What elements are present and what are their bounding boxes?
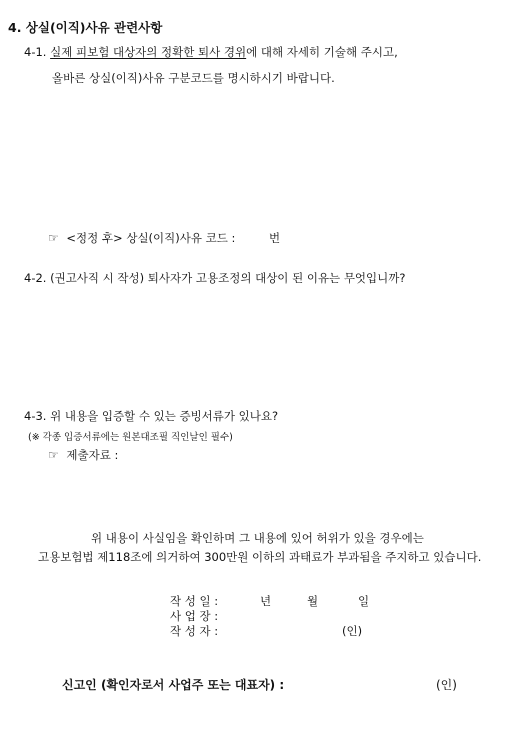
question-4-2: 4-2. (권고사직 시 작성) 퇴사자가 고용조정의 대상이 된 이유는 무엇입니까? [24,271,406,285]
attachment-label: 제출자료 : [66,448,119,462]
question-number: 4-1. [24,45,47,59]
workplace-label: 사 업 장 : [170,609,219,623]
date-year: 년 [260,594,272,608]
question-4-3: 4-3. 위 내용을 입증할 수 있는 증빙서류가 있나요? [24,409,279,423]
date-month: 월 [307,594,319,608]
signature-block [170,594,400,639]
declaration-line-1: 위 내용이 사실임을 확인하며 그 내용에 있어 허위가 있을 경우에는 [91,531,424,545]
writer-label: 작 성 자 : [170,624,219,638]
declaration-line-2: 고용보험법 제118조에 의거하여 300만원 이하의 과태료가 부과됨을 주지하고 있습니다. [38,550,482,564]
reporter-seal: (인) [436,678,457,692]
underlined-phrase: 실제 피보험 대상자의 정확한 퇴사 경위 [50,45,247,59]
question-text: 에 대해 자세히 기술해 주시고, [246,45,398,59]
evidence-note: (※ 각종 입증서류에는 원본대조필 직인날인 필수) [28,432,233,443]
question-4-1-line-1 [24,44,398,60]
writer-seal: (인) [342,624,363,638]
date-day: 일 [358,594,370,608]
section-title: 4. 상실(이직)사유 관련사항 [8,20,163,35]
reporter-label: 신고인 (확인자로서 사업주 또는 대표자) : [62,678,285,692]
date-label: 작 성 일 : [170,594,219,608]
pointing-hand-icon: ☞ [48,448,59,462]
corrected-code-line [48,230,280,246]
code-unit: 번 [269,231,281,245]
corrected-code-label: <정정 후> 상실(이직)사유 코드 : [66,231,236,245]
question-4-1-line-2: 올바른 상실(이직)사유 구분코드를 명시하시기 바랍니다. [52,71,335,85]
attachment-line [48,447,118,463]
pointing-hand-icon: ☞ [48,231,59,245]
